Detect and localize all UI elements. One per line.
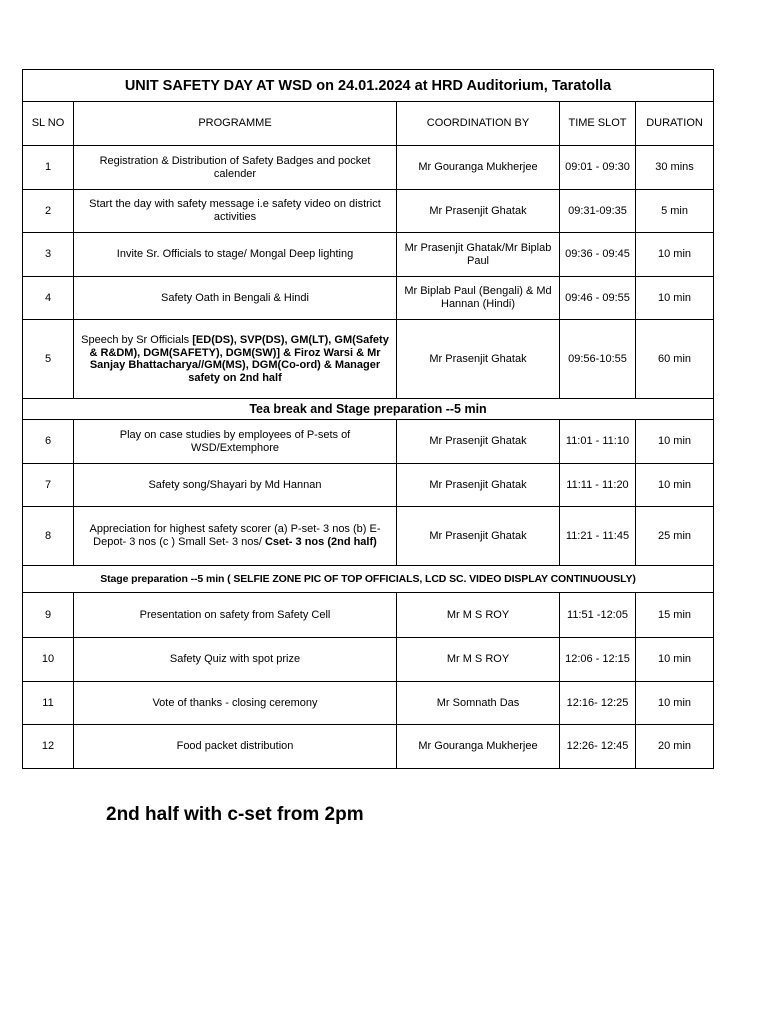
row-duration: 60 min (636, 320, 714, 399)
break-row (23, 566, 714, 593)
row-sl-no: 2 (23, 190, 74, 233)
row-coordination: Mr Prasenjit Ghatak (397, 464, 560, 507)
row-sl-no: 3 (23, 233, 74, 277)
row-coordination: Mr Gouranga Mukherjee (397, 146, 560, 190)
row-duration: 5 min (636, 190, 714, 233)
row-programme: Start the day with safety message i.e safety video on district activities (74, 190, 397, 233)
row-coordination: Mr M S ROY (397, 638, 560, 682)
row-coordination: Mr Biplab Paul (Bengali) & Md Hannan (Hindi) (397, 277, 560, 320)
row-coordination: Mr Prasenjit Ghatak (397, 320, 560, 399)
row-duration: 10 min (636, 420, 714, 464)
row-programme: Vote of thanks - closing ceremony (74, 682, 397, 725)
stage-preparation-note: Stage preparation --5 min ( SELFIE ZONE PIC OF TOP OFFICIALS, LCD SC. VIDEO DISPLAY CONTINUOUSLY) (23, 566, 714, 593)
header-row (23, 102, 714, 146)
row-time-slot: 11:01 - 11:10 (560, 420, 636, 464)
row-programme: Invite Sr. Officials to stage/ Mongal Deep lighting (74, 233, 397, 277)
table-row (23, 682, 714, 725)
table-row (23, 420, 714, 464)
row-programme: Presentation on safety from Safety Cell (74, 593, 397, 638)
break-row (23, 399, 714, 420)
safety-day-schedule-table (22, 69, 714, 769)
row-duration: 10 min (636, 682, 714, 725)
row-sl-no: 10 (23, 638, 74, 682)
table-row (23, 507, 714, 566)
row-coordination: Mr Prasenjit Ghatak (397, 190, 560, 233)
row-coordination: Mr Prasenjit Ghatak (397, 420, 560, 464)
header-sl-no: SL NO (23, 102, 74, 146)
row-duration: 10 min (636, 638, 714, 682)
row-coordination: Mr Gouranga Mukherjee (397, 725, 560, 769)
row-coordination: Mr Somnath Das (397, 682, 560, 725)
row-time-slot: 09:46 - 09:55 (560, 277, 636, 320)
row-sl-no: 1 (23, 146, 74, 190)
row-duration: 10 min (636, 464, 714, 507)
row-duration: 15 min (636, 593, 714, 638)
row-duration: 10 min (636, 233, 714, 277)
schedule-title: UNIT SAFETY DAY AT WSD on 24.01.2024 at HRD Auditorium, Taratolla (23, 70, 714, 102)
row-programme: Registration & Distribution of Safety Badges and pocket calender (74, 146, 397, 190)
row-time-slot: 11:21 - 11:45 (560, 507, 636, 566)
row-duration: 10 min (636, 277, 714, 320)
row-time-slot: 12:16- 12:25 (560, 682, 636, 725)
tea-break-note: Tea break and Stage preparation --5 min (23, 399, 714, 420)
row-programme: Safety Oath in Bengali & Hindi (74, 277, 397, 320)
row-programme: Safety Quiz with spot prize (74, 638, 397, 682)
table-row (23, 725, 714, 769)
header-coordination: COORDINATION BY (397, 102, 560, 146)
table-row (23, 320, 714, 399)
row-programme (74, 320, 397, 399)
row-duration: 30 mins (636, 146, 714, 190)
row-time-slot: 09:56-10:55 (560, 320, 636, 399)
row-time-slot: 09:31-09:35 (560, 190, 636, 233)
second-half-note: 2nd half with c-set from 2pm (106, 804, 364, 825)
row-coordination: Mr M S ROY (397, 593, 560, 638)
table-row (23, 277, 714, 320)
row-time-slot: 11:11 - 11:20 (560, 464, 636, 507)
row-sl-no: 7 (23, 464, 74, 507)
row-programme: Food packet distribution (74, 725, 397, 769)
row-duration: 20 min (636, 725, 714, 769)
row-programme: Play on case studies by employees of P-sets of WSD/Extemphore (74, 420, 397, 464)
programme-bold-text: [ED(DS), SVP(DS), GM(LT), GM(Safety & R&DM), DGM(SAFETY), DGM(SW)] & Firoz Warsi & Mr Sanjay Bhattacharya//GM(MS), DGM(Co-ord) & Manager safety on 2nd half (89, 334, 389, 384)
row-coordination: Mr Prasenjit Ghatak/Mr Biplab Paul (397, 233, 560, 277)
row-time-slot: 09:36 - 09:45 (560, 233, 636, 277)
header-duration: DURATION (636, 102, 714, 146)
programme-text: Speech by Sr Officials (81, 334, 193, 346)
header-time-slot: TIME SLOT (560, 102, 636, 146)
row-sl-no: 8 (23, 507, 74, 566)
row-time-slot: 09:01 - 09:30 (560, 146, 636, 190)
programme-bold-text: Cset- 3 nos (2nd half) (264, 536, 377, 548)
row-sl-no: 11 (23, 682, 74, 725)
row-programme (74, 507, 397, 566)
row-time-slot: 12:26- 12:45 (560, 725, 636, 769)
row-sl-no: 4 (23, 277, 74, 320)
table-row (23, 464, 714, 507)
row-time-slot: 12:06 - 12:15 (560, 638, 636, 682)
row-duration: 25 min (636, 507, 714, 566)
row-sl-no: 12 (23, 725, 74, 769)
programme-text: Appreciation for highest safety scorer (a) P-set- 3 nos (b) E-Depot- 3 nos (c ) Small Set- 3 nos/ (89, 523, 381, 548)
row-sl-no: 6 (23, 420, 74, 464)
row-sl-no: 5 (23, 320, 74, 399)
table-row (23, 146, 714, 190)
table-row (23, 233, 714, 277)
row-coordination: Mr Prasenjit Ghatak (397, 507, 560, 566)
title-row (23, 70, 714, 102)
table-row (23, 593, 714, 638)
table-row (23, 638, 714, 682)
table-row (23, 190, 714, 233)
row-programme: Safety song/Shayari by Md Hannan (74, 464, 397, 507)
header-programme: PROGRAMME (74, 102, 397, 146)
row-time-slot: 11:51 -12:05 (560, 593, 636, 638)
row-sl-no: 9 (23, 593, 74, 638)
